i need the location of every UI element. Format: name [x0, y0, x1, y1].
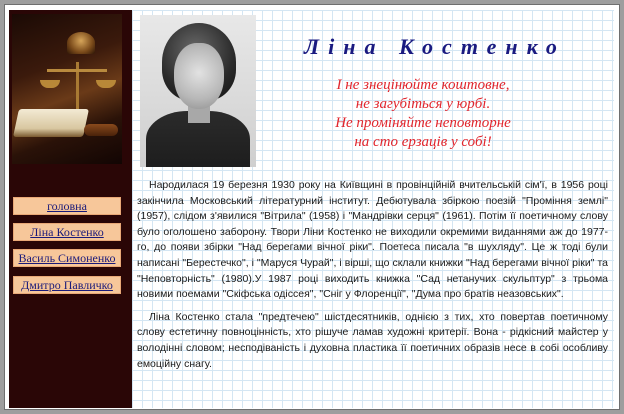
- scale-bar-shape: [47, 69, 107, 72]
- scale-pan-right-shape: [96, 80, 116, 88]
- portrait-face: [174, 43, 224, 109]
- poem-line: Не проміняйте неповторне: [335, 115, 511, 131]
- nav-link-lina-kostenko[interactable]: Ліна Костенко: [13, 223, 121, 241]
- book-shape: [13, 109, 89, 137]
- bio-paragraph: Народилася 19 березня 1930 року на Київщині в провінційній вчительській сім'ї, в 1956 році закінчила Московський літературний інститут. Дебютувала збіркою поезій "Проміння землі" (1957), слідом з'явилися "Вітрила" (1958) і "Мандрівки серця" (1961). Потім її поетичному слову було оголошено заборону. Твори Ліни Костенко не виходили окремими виданнями аж до 1977-го, до появи збірки "Над берегами вічної ріки". Поетеса писала "в шухляду". Це ж тоді були написані "Берестечко", і "Маруся Чурай", і вірші, що склали книжки "Над берегами вічної ріки" та "Неповторність" (1980).У 1987 році виходить книжка "Сад нетанучих скульптур" з трьома новими поемами "Скіфська одіссея", "Сніг у Флоренції", "Дума про братів неазовських".: [137, 179, 608, 301]
- lamp-shape: [67, 32, 95, 54]
- author-portrait: [140, 15, 256, 167]
- poem-line: не загубіться у юрбі.: [355, 96, 491, 112]
- bio-paragraph: Ліна Костенко стала "предтечею" шістдесятників, однією з тих, хто повертав поетичному слову естетичну повноцінність, хто рішуче ламав художні критерії. Вона - рідкісний майстер у володінні словом; несподіваність і духовна пластика її поетичних образів несе в собі особливу емоційну снагу.: [137, 310, 608, 370]
- epigraph-poem: [300, 76, 546, 152]
- nav-link-vasyl-symonenko[interactable]: Василь Симоненко: [13, 249, 121, 267]
- nav-link-dmytro-pavlychko[interactable]: Дмитро Павличко: [13, 276, 121, 294]
- justice-scales-image: [12, 14, 122, 164]
- biography-text: [137, 178, 608, 372]
- scale-pan-left-shape: [40, 80, 60, 88]
- nav-link-home[interactable]: головна: [13, 197, 121, 215]
- page-title: Ліна Костенко: [304, 34, 566, 59]
- poem-line: на сто ерзаців у собі!: [354, 134, 492, 150]
- poem-line: І не знецінюйте коштовне,: [336, 77, 510, 93]
- gavel-shape: [84, 124, 118, 136]
